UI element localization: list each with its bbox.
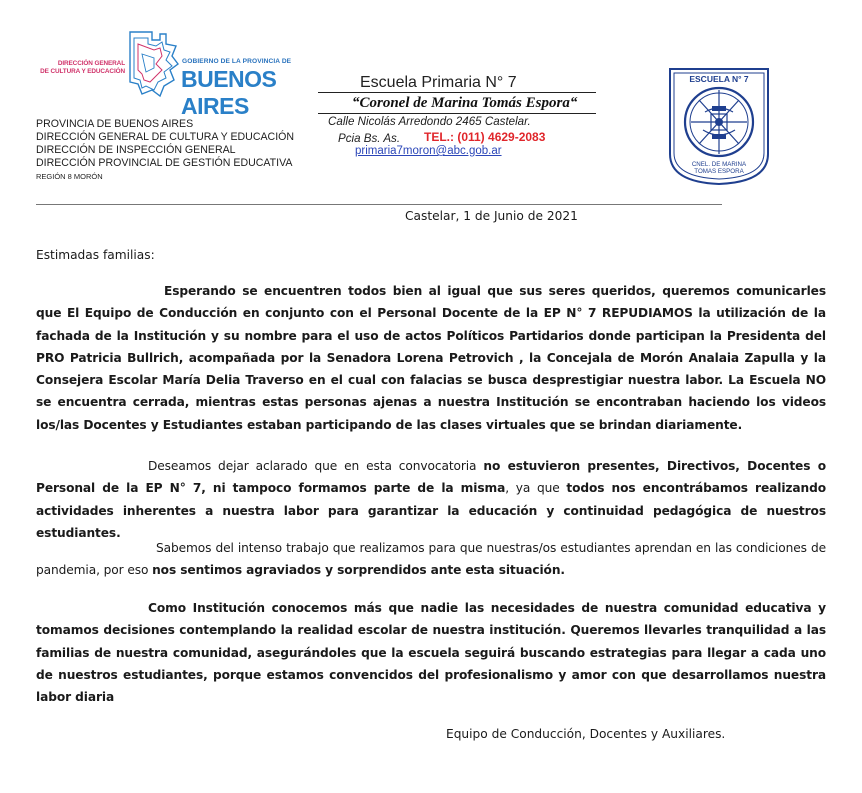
header-line-provincial: DIRECCIÓN PROVINCIAL DE GESTIÓN EDUCATIVA — [36, 157, 293, 169]
header-line-inspection: DIRECCIÓN DE INSPECCIÓN GENERAL — [36, 144, 236, 156]
dgce-logo-text — [30, 60, 125, 76]
seal-bottom-line-1: CNEL. DE MARINA — [691, 161, 747, 168]
school-email-link[interactable]: primaria7moron@abc.gob.ar — [355, 145, 502, 157]
paragraph-2-part-b: no estuvieron presentes, Directivos, Docentes o Personal de la EP N° 7, ni tampoco formamos parte de la misma — [36, 459, 826, 496]
paragraph-3 — [36, 537, 826, 582]
province-map-icon — [126, 30, 180, 98]
paragraph-2-part-d: todos nos encontrábamos realizando actividades inherentes a nuestra labor para garantizar la educación y continuidad pedagógica de nuestros estudiantes. — [36, 481, 826, 540]
letter-greeting: Estimadas familias: — [36, 248, 155, 262]
paragraph-3-part-a: Sabemos del intenso trabajo que realizamos para que nuestras/os estudiantes aprendan en las condiciones de pandemia, por eso — [36, 541, 826, 578]
paragraph-3-part-b: nos sentimos agraviados y sorprendidos ante esta situación. — [152, 563, 565, 578]
school-province: Pcia Bs. As. — [338, 132, 401, 145]
dgce-line-2: DE CULTURA Y EDUCACIÓN — [40, 68, 125, 75]
government-logo — [30, 30, 330, 119]
header-separator — [36, 204, 722, 205]
school-phone: TEL.: (011) 4629-2083 — [424, 130, 546, 144]
school-patron: “Coronel de Marina Tomás Espora“ — [352, 95, 578, 111]
paragraph-2-part-c: , ya que — [505, 481, 567, 496]
letter-signature: Equipo de Conducción, Docentes y Auxiliares. — [446, 727, 726, 741]
dgce-line-1: DIRECCIÓN GENERAL — [57, 60, 125, 67]
paragraph-1: Esperando se encuentren todos bien al igual que sus seres queridos, queremos comunicarles que El Equipo de Conducción en conjunto con el Personal Docente de la EP N° 7 REPUDIAMOS la utilización de la fachada de la Institución y su nombre para el uso de actos Políticos Partidarios donde participan la Presidenta del PRO Patricia Bullrich, acompañada por la Senadora Lorena Petrovich , la Concejala de Morón Analaia Zapulla y la Consejera Escolar María Delia Traverso en el cual con falacias se busca desprestigiar nuestra labor. La Escuela NO se encuentra cerrada, mientras estas personas ajenas a nuestra Institución se encontraban haciendo los videos los/las Docentes y Estudiantes estaban participando de las clases virtuales que se brindan diariamente. — [36, 284, 826, 432]
paragraph-2-part-a: Deseamos dejar aclarado que en esta convocatoria — [148, 459, 484, 473]
header-rule-top — [318, 92, 596, 93]
gov-logo-text: GOBIERNO DE LA PROVINCIA DE — [182, 58, 292, 65]
school-name: Escuela Primaria N° 7 — [360, 74, 517, 91]
school-address: Calle Nicolás Arredondo 2465 Castelar. — [328, 115, 531, 128]
buenos-aires-logo-text: BUENOS AIRES — [181, 66, 277, 119]
letter-date: Castelar, 1 de Junio de 2021 — [405, 209, 578, 223]
school-seal-logo — [667, 66, 771, 186]
paragraph-2 — [36, 455, 826, 544]
header-rule-bottom — [318, 113, 596, 114]
paragraph-4: Como Institución conocemos más que nadie las necesidades de nuestra comunidad educativa y tomamos decisiones contemplando la realidad escolar de nuestra institución. Queremos llevarles tranquilidad a las familias de nuestra comunidad, asegurándoles que la escuela seguirá buscando estrategias para llegar a cada uno de nuestros estudiantes, porque estamos convencidos del profesionalismo y amor con que desarrollamos nuestra labor diaria — [36, 601, 826, 705]
header-line-province: PROVINCIA DE BUENOS AIRES — [36, 118, 194, 130]
seal-top-text: ESCUELA N° 7 — [689, 74, 749, 84]
header-line-dgce: DIRECCIÓN GENERAL DE CULTURA Y EDUCACIÓN — [36, 131, 295, 143]
header-line-region: REGIÓN 8 MORÓN — [36, 172, 103, 181]
seal-bottom-line-2: TOMAS ESPORA — [694, 168, 744, 175]
